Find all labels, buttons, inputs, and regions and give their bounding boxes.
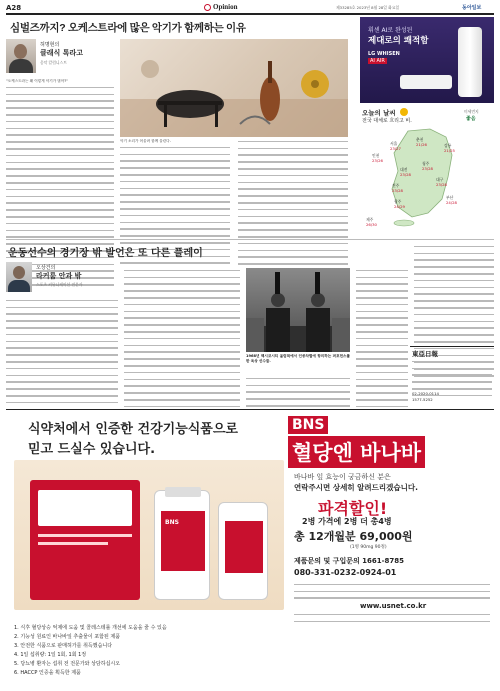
section-label: Opinion [213, 3, 238, 11]
section-divider [6, 239, 494, 240]
article-music [6, 17, 352, 237]
city-label: 인천 [372, 153, 380, 158]
article-body-col2 [120, 145, 230, 235]
bottle-label: BNS [165, 519, 179, 526]
orchestra-illustration [120, 39, 348, 137]
article-body-col1 [6, 298, 118, 403]
city-temp: 23/28 [436, 182, 447, 187]
ad-model: AI AIR [370, 58, 385, 64]
ad-divider [6, 409, 494, 410]
article-sports [6, 242, 410, 406]
city-label: 대구 [436, 177, 444, 182]
phone-number[interactable]: 080-331-0232-0924-01 [294, 568, 397, 577]
ad-brand: LG WHISEN [368, 51, 400, 57]
weather-sun-icon [400, 108, 408, 116]
city-temp: 23/26 [372, 158, 383, 163]
side-column-continued [414, 244, 494, 344]
author-name: 오상건의 [36, 265, 56, 271]
city-temp: 21/25 [444, 148, 455, 153]
contact-label: 제품문의 및 구입문의 1661-8785 [294, 557, 405, 565]
air-conditioner-product [458, 27, 482, 97]
city-temp: 24/28 [446, 200, 457, 205]
article-lead: "오케스트라는 왜 이렇게 악기가 많아?" [6, 79, 68, 83]
city-label: 부산 [446, 195, 454, 200]
sale-sub: 2병 가격에 2병 더 총4병 [302, 517, 392, 526]
wall-ac-product [400, 75, 452, 89]
city-label: 청주 [422, 161, 430, 166]
box-title: 東亞日報 [412, 351, 438, 358]
footnote: 1. 식후 혈당상승 억제에 도움 및 콜레스테롤 개선에 도움을 줄 수 있음 [14, 625, 167, 631]
lg-whisen-ad[interactable] [360, 17, 494, 103]
box-phone-1: 02-2020-0114 [412, 391, 439, 396]
column-label: 허명현의 [40, 42, 60, 48]
contact-details [294, 582, 490, 602]
box-phone-2: 1577-5252 [412, 397, 433, 402]
header-rule [6, 13, 494, 15]
ad-fine-print [294, 612, 490, 624]
author-photo [6, 39, 36, 73]
author-description: 스포츠 커뮤니케이션 전문가 [36, 282, 83, 287]
brand-badge: BNS [288, 416, 328, 434]
ad-line2: 제대로의 쾌적함 [368, 36, 429, 46]
city-label: 전주 [392, 183, 400, 188]
ad-headline-1: 식약처에서 인증한 건강기능식품으로 [28, 422, 238, 437]
image-caption: 악기 소리가 어울려 함께 울린다. [120, 139, 171, 143]
article-title: 운동선수의 경기장 밖 발언은 또 다른 플레이 [8, 248, 203, 259]
product-image-area [14, 460, 284, 610]
ad-footnotes [14, 624, 486, 684]
ad-desc-2: 연락주시면 상세히 알려드리겠습니다. [294, 483, 418, 492]
opinion-section-icon [204, 4, 211, 11]
newspaper-name: 동아일보 [462, 5, 482, 11]
footnote: 6. HACCP 인증을 획득한 제품 [14, 670, 81, 676]
article-title: 심벌즈까지? 오케스트라에 많은 악기가 함께하는 이유 [10, 22, 246, 34]
article-body-col2 [124, 268, 240, 403]
column-name: 클래식 톡라고 [40, 49, 84, 57]
footnote: 4. 1일 섭취량: 1일 1회, 1회 1정 [14, 652, 87, 658]
bns-banaba-ad[interactable] [6, 412, 494, 687]
fine-dust-value: 좋음 [466, 116, 476, 122]
city-label: 강릉 [444, 143, 452, 148]
city-temp: 23/28 [422, 166, 433, 171]
city-temp: 23/27 [390, 146, 401, 151]
footnote: 2. 기능성 원료인 바나바잎 추출물이 포함된 제품 [14, 634, 121, 640]
article-body-col4 [356, 268, 408, 403]
product-bottle-2 [218, 502, 268, 600]
article-body-col3 [238, 139, 348, 235]
column-name: 라커룸 안과 밖 [36, 272, 82, 280]
city-label: 광주 [394, 199, 402, 204]
product-box [30, 480, 140, 600]
city-temp: 23/28 [392, 188, 403, 193]
fine-dust-label: 미세먼지 [464, 109, 479, 114]
protest-photo [246, 268, 350, 352]
photo-caption: 1968년 멕시코시티 올림픽에서 인종차별에 항의하는 퍼포먼스를 한 육상 선수들. [246, 354, 350, 363]
city-temp: 24/29 [394, 204, 405, 209]
author-photo [6, 262, 32, 292]
page-number: A28 [6, 4, 22, 12]
city-label: 춘천 [416, 137, 424, 142]
dongailbo-info-box [410, 346, 494, 406]
product-bottle [154, 490, 210, 600]
issue-date: 제33285호 2023년 8월 28일 화요일 [336, 5, 400, 10]
sale-label: 파격할인! [318, 499, 388, 518]
article-body-col3 [246, 376, 350, 403]
city-temp: 23/28 [400, 172, 411, 177]
footnote: 3. 안전한 식품으로 판매허가를 취득했습니다 [14, 643, 113, 649]
sale-note: (1병 90mg 90정) [350, 545, 387, 550]
city-temp: 26/30 [366, 222, 377, 227]
ad-line1: 휘센 AI로 완성된 [368, 27, 413, 34]
ad-headline-2: 믿고 드실수 있습니다. [28, 442, 156, 457]
city-label: 제주 [366, 217, 374, 222]
city-label: 대전 [400, 167, 408, 172]
author-description: 음악 칼럼니스트 [40, 60, 67, 65]
ad-desc-1: 바나바 잎 효능이 궁금하신 분은 [294, 473, 391, 481]
weather-title: 오늘의 날씨 [362, 109, 396, 117]
product-name: 혈당엔 바나바 [288, 436, 425, 468]
city-temp: 21/26 [416, 142, 427, 147]
city-label: 서울 [390, 141, 398, 146]
weather-subtitle: 전국 대체로 흐리고 비. [362, 118, 412, 124]
article-body-col1 [6, 85, 114, 235]
sale-total: 총 12개월분 69,000원 [294, 530, 413, 543]
footnote: 5. 당뇨병 환자는 섭취 전 전문가와 상담하십시오 [14, 661, 121, 667]
box-lines [412, 359, 492, 389]
website-link[interactable]: www.usnet.co.kr [360, 602, 427, 610]
